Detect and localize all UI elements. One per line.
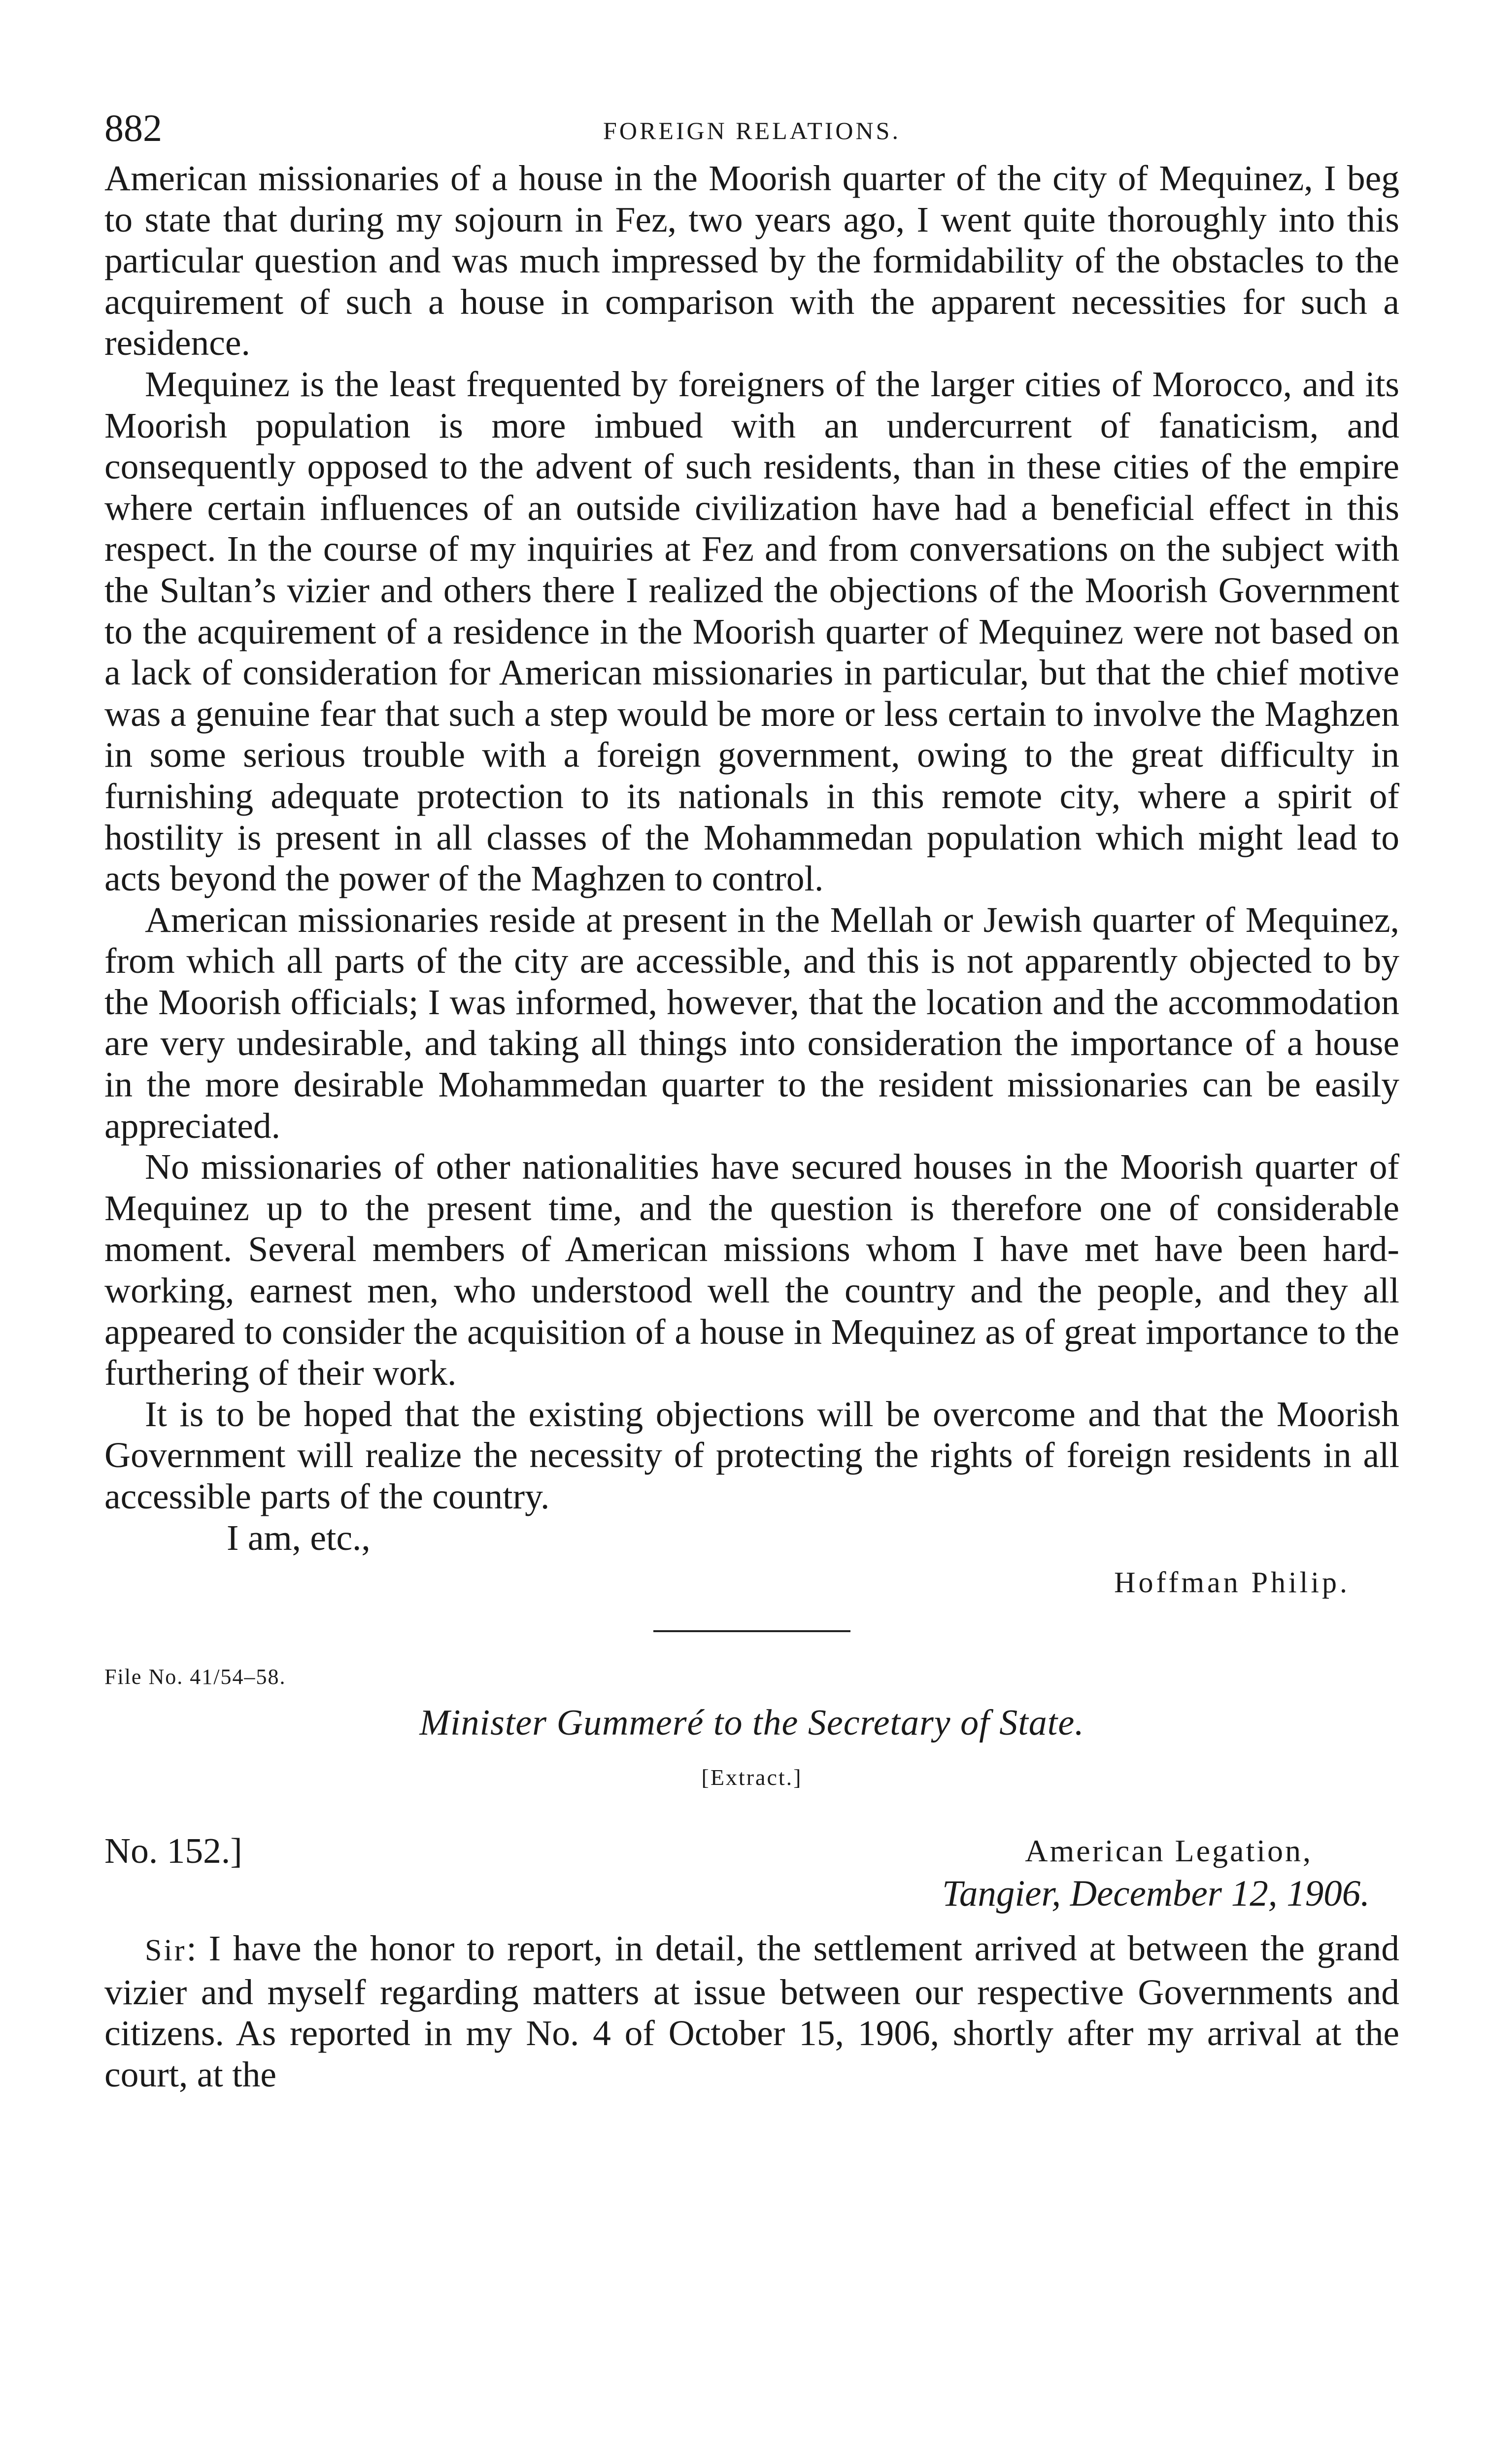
letter-body-text: : I have the honor to report, in detail, the settlement arrived at between the grand vizier and myself regarding matters at issue between our respective Governments and citizens. As reported in my No. 4 of October 15, 1906, shortly after my arrival at the court, at the xyxy=(104,1928,1399,2094)
salutation: Sir xyxy=(145,1934,187,1968)
dateline xyxy=(104,1824,1399,1921)
extract-note: [Extract.] xyxy=(701,1765,803,1790)
letter-paragraph: Mequinez is the least frequented by foreigners of the larger cities of Morocco, and its Moorish population is more imbued with an undercurrent of fanaticism, and consequently opposed to the advent of such residents, than in these cities of the empire where certain influences of an outside civilization have had a beneficial effect in this respect. In the course of my inquiries at Fez and from conversations on the subject with the Sultan’s vizier and others there I realized the objections of the Moorish Government to the acquirement of a residence in the Moorish quarter of Mequinez were not based on a lack of consideration for American missionaries in particular, but that the chief motive was a genuine fear that such a step would be more or less certain to involve the Maghzen in some serious trouble with a foreign government, owing to the great difficulty in furnishing adequate protection to its nationals in this remote city, where a spirit of hostility is present in all classes of the Mohammedan population which might lead to acts beyond the power of the Maghzen to control. xyxy=(104,364,1399,899)
letter-paragraph: American missionaries of a house in the Moorish quarter of the city of Mequinez, I beg to state that during my sojourn in Fez, two years ago, I went quite thoroughly into this particular question and was much impressed by the formidability of the obstacles to the acquirement of such a house in comparison with the apparent necessities for such a residence. xyxy=(104,158,1399,363)
next-document xyxy=(104,1660,1399,2095)
letter-signature: Hoffman Philip. xyxy=(1114,1566,1350,1599)
running-title: FOREIGN RELATIONS. xyxy=(603,117,901,144)
letter-closing: I am, etc., xyxy=(227,1517,371,1558)
legation-name: American Legation, xyxy=(1025,1833,1313,1869)
place-and-date: Tangier, December 12, 1906. xyxy=(942,1873,1370,1915)
section-divider xyxy=(653,1630,850,1632)
letter-paragraph: It is to be hoped that the existing objections will be overcome and that the Moorish Government will realize the necessity of protecting the rights of foreign residents in all accessible parts of the country. xyxy=(104,1394,1399,1516)
continued-letter xyxy=(104,158,1399,1605)
letter-paragraph: No missionaries of other nationalities have secured houses in the Moorish quarter of Mequinez up to the present time, and the question is therefore one of considerable moment. Several members of American missions whom I have met have been hard-working, earnest men, who understood well the country and the people, and they all appeared to consider the acquisition of a house in Mequinez as of great importance to the furthering of their work. xyxy=(104,1147,1399,1393)
file-number: File No. 41/54–58. xyxy=(104,1665,286,1689)
document-heading: Minister Gummeré to the Secretary of State. xyxy=(419,1703,1084,1744)
running-head xyxy=(104,103,1399,158)
letter-paragraph: American missionaries reside at present in the Mellah or Jewish quarter of Mequinez, from which all parts of the city are accessible, and this is not apparently objected to by the Moorish officials; I was informed, however, that the location and the accommodation are very undesirable, and taking all things into consideration the importance of a house in the more desirable Mohammedan quarter to the resident missionaries can be easily appreciated. xyxy=(104,899,1399,1146)
document-number: No. 152.] xyxy=(104,1831,242,1871)
page-number: 882 xyxy=(104,106,162,149)
document-page xyxy=(104,103,1399,2095)
letter-body xyxy=(104,1928,1399,2095)
